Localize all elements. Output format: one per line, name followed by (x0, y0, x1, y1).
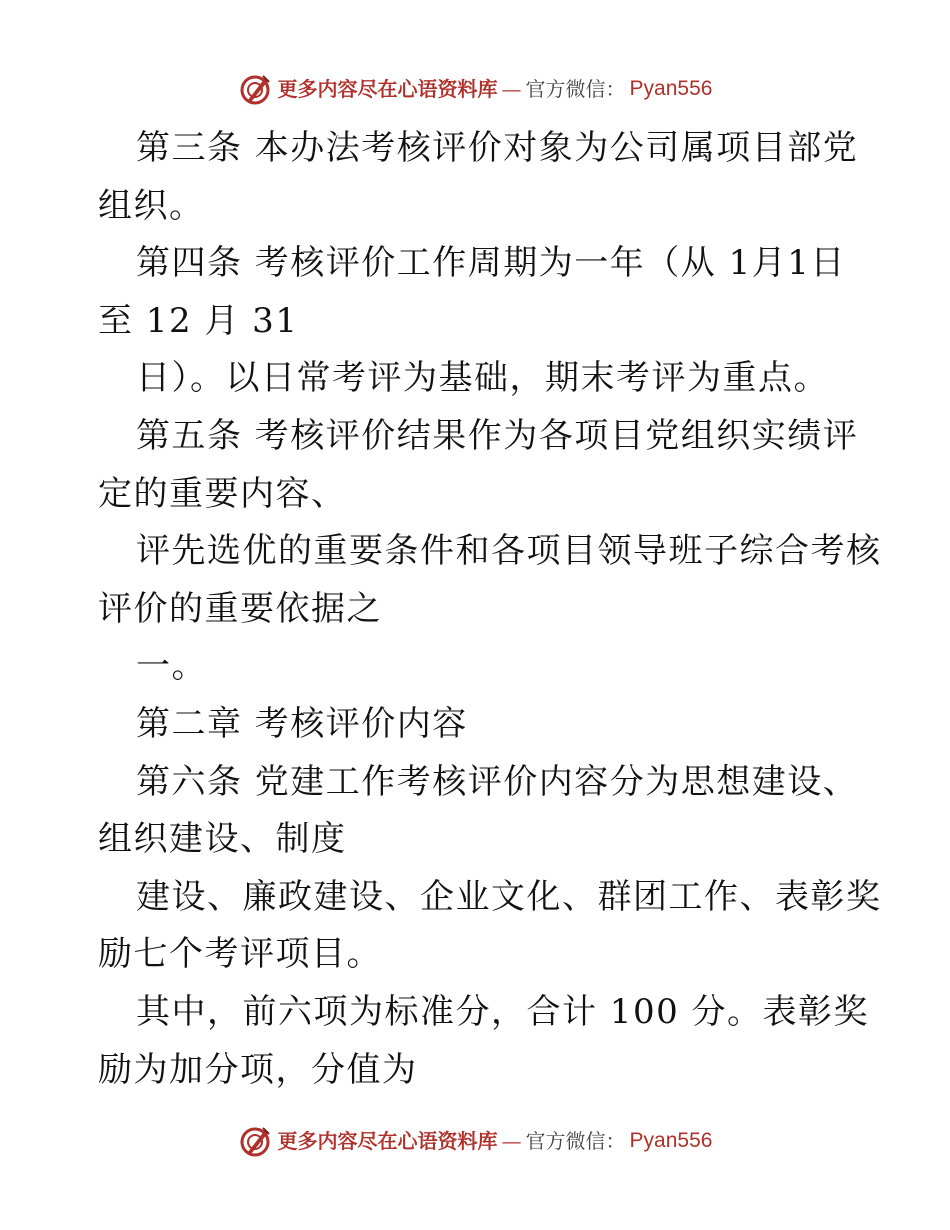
article-4-line-2: 至 12 月 31 (98, 300, 299, 341)
watermark-dash: — (501, 1129, 522, 1153)
article-5-line-3: 评先选优的重要条件和各项目领导班子综合考核 (136, 531, 882, 572)
watermark-wechat-id: Pyan556 (629, 1129, 713, 1152)
watermark-site-text: 更多内容尽在心语资料库 (277, 77, 498, 101)
article-3-line-1: 第三条 本办法考核评价对象为公司属项目部党 (136, 128, 859, 168)
article-5-line-2: 定的重要内容、 (98, 473, 347, 514)
watermark-site-text: 更多内容尽在心语资料库 (277, 1129, 498, 1153)
article-4-line-3: 日）。以日常考评为基础，期末考评为重点。 (136, 358, 829, 399)
article-6-line-4: 励七个考评项目。 (98, 934, 382, 975)
watermark-label: 官方微信： (525, 1129, 626, 1153)
watermark-label: 官方微信： (525, 77, 626, 101)
article-3-line-2: 组织。 (98, 185, 205, 226)
article-6-line-6: 励为加分项，分值为 (98, 1049, 418, 1090)
article-6-line-3: 建设、廉政建设、企业文化、群团工作、表彰奖 (136, 876, 882, 917)
page-header-watermark (0, 72, 950, 106)
watermark-dash: — (501, 77, 522, 101)
article-6-line-5: 其中，前六项为标准分，合计 100 分。表彰奖 (136, 991, 870, 1032)
watermark-wechat-id: Pyan556 (629, 77, 713, 100)
quill-pen-logo-icon (238, 1124, 272, 1158)
chapter-2-heading: 第二章 考核评价内容 (136, 703, 468, 744)
article-6-line-2: 组织建设、制度 (98, 819, 347, 860)
page-footer-watermark (0, 1124, 950, 1158)
article-5-line-4: 评价的重要依据之 (98, 588, 382, 629)
document-body (98, 120, 882, 1099)
article-4-line-1: 第四条 考核评价工作周期为一年（从 1月1日 (136, 243, 846, 284)
article-6-line-1: 第六条 党建工作考核评价内容分为思想建设、 (136, 761, 859, 802)
article-5-line-5: 一。 (136, 646, 207, 687)
quill-pen-logo-icon (238, 72, 272, 106)
article-5-line-1: 第五条 考核评价结果作为各项目党组织实绩评 (136, 415, 859, 456)
